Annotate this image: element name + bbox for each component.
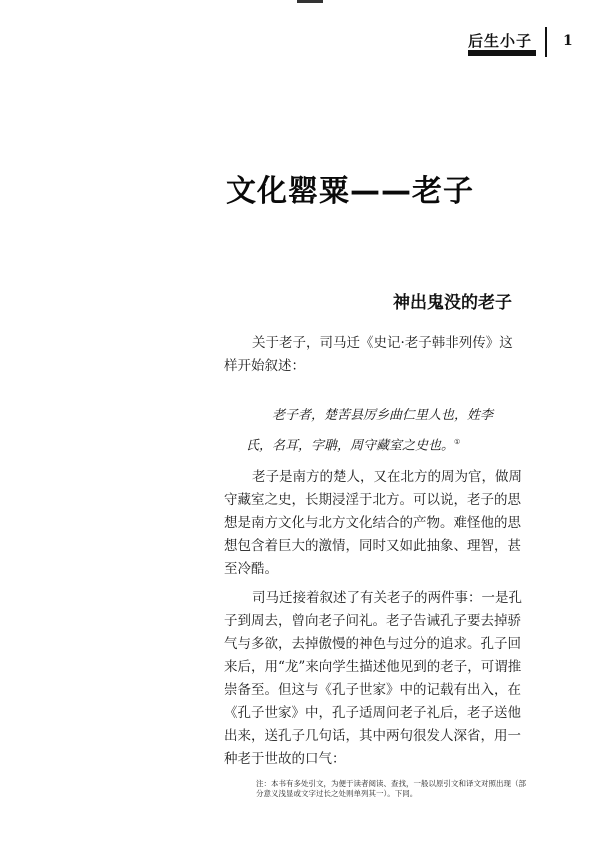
quote-marker: ①	[454, 438, 461, 446]
running-header-title: 后生小子	[468, 32, 533, 50]
quote-text: 老子者，楚苦县厉乡曲仁里人也，姓李氏，名耳，字聃，周守藏室之史也。	[246, 408, 494, 454]
footnote: 注：本书有多处引文，为便于读者阅读、查找，一般以原引文和译文对照出现（部分意义浅显或文字过长之处则单列其一）。下同。	[256, 779, 526, 798]
page-number: 1	[563, 33, 573, 49]
paragraph-3	[224, 587, 524, 771]
paragraph-2	[224, 466, 524, 581]
paragraph-intro-text: 关于老子，司马迁《史记·老子韩非列传》这样开始叙述：	[224, 335, 513, 374]
section-title: 神出鬼没的老子	[393, 293, 512, 313]
paragraph-2-text: 老子是南方的楚人，又在北方的周为官，做周守藏室之史，长期浸淫于北方。可以说，老子的思想是南方文化与北方文化结合的产物。难怪他的思想包含着巨大的激情，同时又如此抽象、理智，甚至冷酷。	[224, 469, 522, 577]
block-quote	[246, 402, 508, 459]
scan-mark	[297, 0, 323, 3]
paragraph-intro	[224, 332, 524, 378]
chapter-title: 文化罂粟——老子	[226, 174, 474, 209]
paragraph-3-text: 司马迁接着叙述了有关老子的两件事：一是孔子到周去，曾向老子问礼。老子告诫孔子要去掉骄气与多欲，去掉傲慢的神色与过分的追求。孔子回来后，用“龙”来向学生描述他见到的老子，可谓推崇备至。但这与《孔子世家》中的记载有出入，在《孔子世家》中，孔子适周问老子礼后，老子送他出来，送孔子几句话，其中两句很发人深省，用一种老于世故的口气：	[224, 590, 522, 767]
header-decor-bar	[468, 50, 536, 56]
header-divider	[545, 27, 547, 57]
